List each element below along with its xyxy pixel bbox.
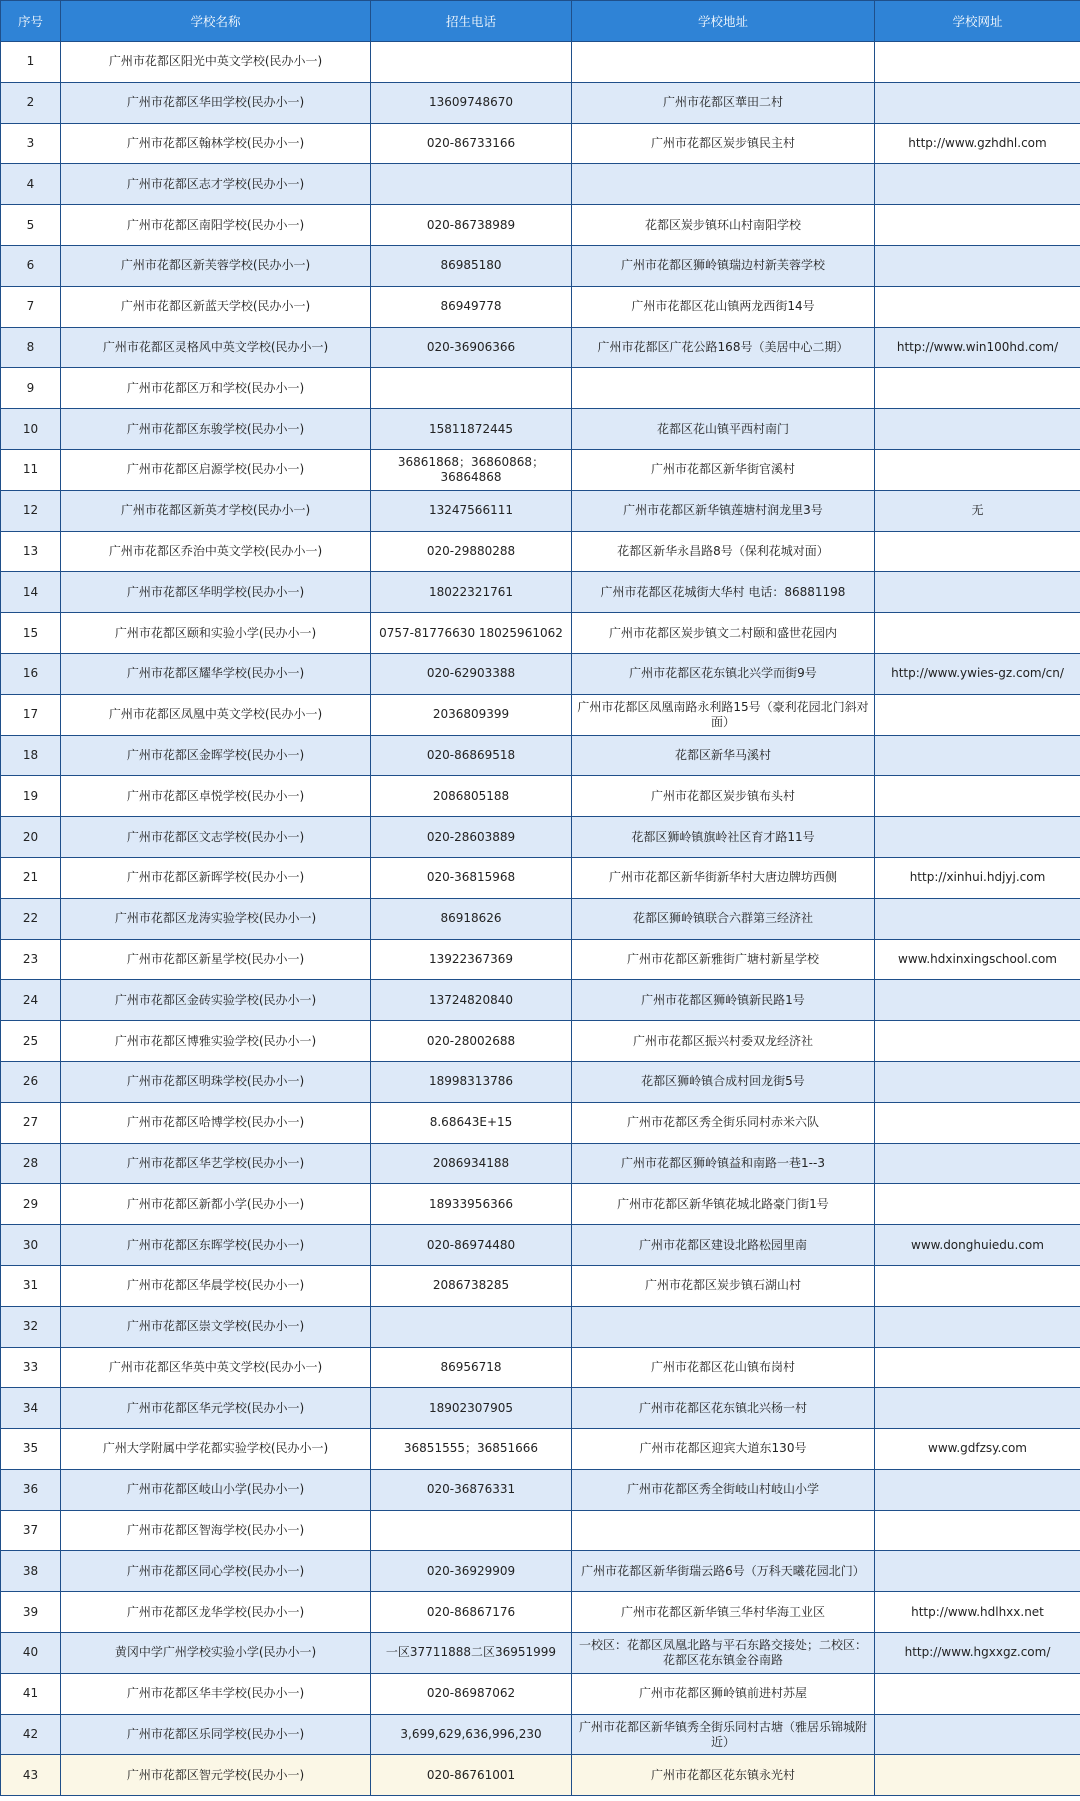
cell-index: 22 [1, 898, 61, 939]
cell-index: 43 [1, 1755, 61, 1796]
cell-website [875, 205, 1080, 246]
cell-address: 广州市花都区狮岭镇新民路1号 [572, 980, 875, 1021]
cell-address: 广州市花都区凤凰南路永利路15号（豪利花园北门斜对面） [572, 694, 875, 735]
cell-index: 28 [1, 1143, 61, 1184]
header-phone: 招生电话 [371, 1, 572, 42]
cell-index: 7 [1, 286, 61, 327]
cell-school-name: 黄冈中学广州学校实验小学(民办小一) [61, 1633, 371, 1674]
cell-address: 广州市花都区狮岭镇前进村苏屋 [572, 1673, 875, 1714]
table-row [1, 1388, 1080, 1429]
cell-address: 广州市花都区花城街大华村 电话：86881198 [572, 572, 875, 613]
cell-phone: 86956718 [371, 1347, 572, 1388]
cell-website [875, 286, 1080, 327]
cell-phone: 一区37711888二区36951999 [371, 1633, 572, 1674]
cell-index: 26 [1, 1061, 61, 1102]
cell-school-name: 广州市花都区卓悦学校(民办小一) [61, 776, 371, 817]
cell-index: 11 [1, 449, 61, 490]
cell-school-name: 广州市花都区华明学校(民办小一) [61, 572, 371, 613]
cell-school-name: 广州市花都区万和学校(民办小一) [61, 368, 371, 409]
cell-index: 2 [1, 82, 61, 123]
cell-school-name: 广州市花都区华田学校(民办小一) [61, 82, 371, 123]
cell-website: www.hdxinxingschool.com [875, 939, 1080, 980]
header-website: 学校网址 [875, 1, 1080, 42]
table-row [1, 735, 1080, 776]
cell-school-name: 广州市花都区灵格风中英文学校(民办小一) [61, 327, 371, 368]
cell-phone: 86918626 [371, 898, 572, 939]
cell-school-name: 广州市花都区新晖学校(民办小一) [61, 857, 371, 898]
cell-phone: 13724820840 [371, 980, 572, 1021]
cell-school-name: 广州市花都区翰林学校(民办小一) [61, 123, 371, 164]
cell-phone: 2086805188 [371, 776, 572, 817]
cell-phone [371, 1510, 572, 1551]
cell-address: 花都区新华永昌路8号（保利花城对面） [572, 531, 875, 572]
cell-school-name: 广州市花都区华晨学校(民办小一) [61, 1265, 371, 1306]
cell-school-name: 广州市花都区启源学校(民办小一) [61, 449, 371, 490]
cell-school-name: 广州市花都区崇文学校(民办小一) [61, 1306, 371, 1347]
cell-address: 广州市花都区秀全街乐同村赤米六队 [572, 1102, 875, 1143]
cell-website [875, 1102, 1080, 1143]
cell-index: 14 [1, 572, 61, 613]
cell-school-name: 广州市花都区同心学校(民办小一) [61, 1551, 371, 1592]
table-body [1, 42, 1080, 1796]
table-row [1, 1714, 1080, 1755]
cell-phone: 36861868；36860868；36864868 [371, 449, 572, 490]
cell-website: www.donghuiedu.com [875, 1225, 1080, 1266]
table-row [1, 368, 1080, 409]
cell-school-name: 广州市花都区智元学校(民办小一) [61, 1755, 371, 1796]
table-row [1, 939, 1080, 980]
cell-website: http://www.ywies-gz.com/cn/ [875, 653, 1080, 694]
cell-website [875, 1714, 1080, 1755]
cell-address: 广州市花都区新华街官溪村 [572, 449, 875, 490]
header-school-name: 学校名称 [61, 1, 371, 42]
table-row [1, 1633, 1080, 1674]
table-row [1, 1673, 1080, 1714]
cell-address: 广州市花都区建设北路松园里南 [572, 1225, 875, 1266]
cell-phone: 18933956366 [371, 1184, 572, 1225]
cell-address: 广州市花都区狮岭镇益和南路一巷1--3 [572, 1143, 875, 1184]
table-row [1, 1061, 1080, 1102]
cell-address: 广州市花都区炭步镇布头村 [572, 776, 875, 817]
cell-school-name: 广州市花都区岐山小学(民办小一) [61, 1469, 371, 1510]
cell-school-name: 广州市花都区耀华学校(民办小一) [61, 653, 371, 694]
cell-address: 花都区花山镇平西村南门 [572, 409, 875, 450]
table-row [1, 531, 1080, 572]
cell-index: 34 [1, 1388, 61, 1429]
cell-index: 41 [1, 1673, 61, 1714]
cell-address: 广州市花都区炭步镇民主村 [572, 123, 875, 164]
cell-school-name: 广州市花都区东骏学校(民办小一) [61, 409, 371, 450]
cell-website [875, 898, 1080, 939]
cell-phone: 8.68643E+15 [371, 1102, 572, 1143]
cell-address [572, 42, 875, 83]
cell-index: 36 [1, 1469, 61, 1510]
table-row [1, 653, 1080, 694]
cell-school-name: 广州市花都区华元学校(民办小一) [61, 1388, 371, 1429]
cell-website [875, 776, 1080, 817]
cell-website [875, 368, 1080, 409]
cell-index: 4 [1, 164, 61, 205]
cell-address: 广州市花都区新雅街广塘村新星学校 [572, 939, 875, 980]
cell-address: 广州市花都区花山镇两龙西街14号 [572, 286, 875, 327]
cell-address: 广州市花都区華田二村 [572, 82, 875, 123]
cell-address: 广州市花都区炭步镇石湖山村 [572, 1265, 875, 1306]
cell-index: 23 [1, 939, 61, 980]
cell-address: 花都区狮岭镇旗岭社区育才路11号 [572, 817, 875, 858]
header-index: 序号 [1, 1, 61, 42]
cell-index: 31 [1, 1265, 61, 1306]
cell-website [875, 572, 1080, 613]
cell-index: 17 [1, 694, 61, 735]
cell-index: 38 [1, 1551, 61, 1592]
cell-phone: 2036809399 [371, 694, 572, 735]
cell-website [875, 613, 1080, 654]
cell-index: 24 [1, 980, 61, 1021]
cell-website [875, 1510, 1080, 1551]
cell-website [875, 1306, 1080, 1347]
cell-address [572, 164, 875, 205]
cell-phone: 020-86974480 [371, 1225, 572, 1266]
cell-phone: 13922367369 [371, 939, 572, 980]
cell-index: 35 [1, 1429, 61, 1470]
cell-school-name: 广州市花都区新芙蓉学校(民办小一) [61, 245, 371, 286]
cell-school-name: 广州市花都区哈博学校(民办小一) [61, 1102, 371, 1143]
table-row [1, 245, 1080, 286]
cell-address: 广州市花都区新华镇花城北路豪门街1号 [572, 1184, 875, 1225]
cell-address: 广州市花都区花东镇北兴杨一村 [572, 1388, 875, 1429]
cell-school-name: 广州市花都区金晖学校(民办小一) [61, 735, 371, 776]
cell-school-name: 广州市花都区华艺学校(民办小一) [61, 1143, 371, 1184]
cell-phone: 020-28603889 [371, 817, 572, 858]
cell-index: 18 [1, 735, 61, 776]
cell-website [875, 1061, 1080, 1102]
table-row [1, 327, 1080, 368]
cell-website: 无 [875, 490, 1080, 531]
cell-website: http://www.win100hd.com/ [875, 327, 1080, 368]
cell-website [875, 817, 1080, 858]
table-row [1, 1225, 1080, 1266]
cell-phone: 020-86738989 [371, 205, 572, 246]
table-row [1, 898, 1080, 939]
cell-school-name: 广州市花都区龙涛实验学校(民办小一) [61, 898, 371, 939]
table-row [1, 286, 1080, 327]
table-row [1, 409, 1080, 450]
cell-phone: 86949778 [371, 286, 572, 327]
cell-phone: 0757-81776630 18025961062 [371, 613, 572, 654]
cell-phone: 020-29880288 [371, 531, 572, 572]
cell-phone: 020-28002688 [371, 1021, 572, 1062]
cell-website [875, 980, 1080, 1021]
cell-index: 30 [1, 1225, 61, 1266]
cell-school-name: 广州市花都区新英才学校(民办小一) [61, 490, 371, 531]
table-row [1, 1510, 1080, 1551]
table-row [1, 1021, 1080, 1062]
table-row [1, 205, 1080, 246]
cell-index: 25 [1, 1021, 61, 1062]
cell-phone: 15811872445 [371, 409, 572, 450]
cell-index: 15 [1, 613, 61, 654]
cell-address: 广州市花都区新华街瑞云路6号（万科天曦花园北门） [572, 1551, 875, 1592]
cell-address: 花都区炭步镇环山村南阳学校 [572, 205, 875, 246]
cell-index: 40 [1, 1633, 61, 1674]
cell-website: http://www.hgxxgz.com/ [875, 1633, 1080, 1674]
cell-address: 花都区狮岭镇合成村回龙街5号 [572, 1061, 875, 1102]
cell-phone: 020-36929909 [371, 1551, 572, 1592]
cell-website [875, 1021, 1080, 1062]
cell-index: 8 [1, 327, 61, 368]
cell-school-name: 广州市花都区南阳学校(民办小一) [61, 205, 371, 246]
table-row [1, 490, 1080, 531]
table-row [1, 123, 1080, 164]
cell-address: 广州市花都区新华镇秀全街乐同村古塘（雅居乐锦城附近） [572, 1714, 875, 1755]
cell-website: http://xinhui.hdjyj.com [875, 857, 1080, 898]
cell-address: 广州市花都区秀全街岐山村岐山小学 [572, 1469, 875, 1510]
table-row [1, 857, 1080, 898]
table-row [1, 1347, 1080, 1388]
cell-index: 37 [1, 1510, 61, 1551]
table-row [1, 694, 1080, 735]
cell-website [875, 694, 1080, 735]
cell-website [875, 245, 1080, 286]
cell-school-name: 广州市花都区乔治中英文学校(民办小一) [61, 531, 371, 572]
cell-website [875, 409, 1080, 450]
cell-phone: 020-36876331 [371, 1469, 572, 1510]
table-row [1, 1184, 1080, 1225]
cell-index: 3 [1, 123, 61, 164]
cell-website [875, 1755, 1080, 1796]
cell-phone: 020-86733166 [371, 123, 572, 164]
table-row [1, 1551, 1080, 1592]
cell-index: 5 [1, 205, 61, 246]
cell-school-name: 广州市花都区金砖实验学校(民办小一) [61, 980, 371, 1021]
cell-address: 广州市花都区花山镇布岗村 [572, 1347, 875, 1388]
cell-school-name: 广州市花都区新星学校(民办小一) [61, 939, 371, 980]
cell-school-name: 广州市花都区颐和实验小学(民办小一) [61, 613, 371, 654]
cell-phone: 2086738285 [371, 1265, 572, 1306]
cell-index: 33 [1, 1347, 61, 1388]
cell-phone: 36851555；36851666 [371, 1429, 572, 1470]
cell-phone [371, 42, 572, 83]
table-row [1, 1429, 1080, 1470]
cell-index: 16 [1, 653, 61, 694]
header-address: 学校地址 [572, 1, 875, 42]
cell-address: 广州市花都区花东镇北兴学而街9号 [572, 653, 875, 694]
table-row [1, 1592, 1080, 1633]
cell-phone [371, 1306, 572, 1347]
table-row [1, 980, 1080, 1021]
cell-website [875, 1184, 1080, 1225]
cell-website: http://www.gzhdhl.com [875, 123, 1080, 164]
table-row [1, 1306, 1080, 1347]
cell-website [875, 1388, 1080, 1429]
cell-phone: 020-86867176 [371, 1592, 572, 1633]
cell-index: 1 [1, 42, 61, 83]
cell-phone: 020-86987062 [371, 1673, 572, 1714]
cell-phone: 020-86761001 [371, 1755, 572, 1796]
table-row [1, 1265, 1080, 1306]
cell-address: 广州市花都区广花公路168号（美居中心二期） [572, 327, 875, 368]
cell-website [875, 1347, 1080, 1388]
cell-website [875, 735, 1080, 776]
cell-index: 6 [1, 245, 61, 286]
cell-phone: 13609748670 [371, 82, 572, 123]
cell-phone [371, 164, 572, 205]
cell-index: 12 [1, 490, 61, 531]
cell-school-name: 广州市花都区志才学校(民办小一) [61, 164, 371, 205]
cell-address [572, 1306, 875, 1347]
cell-phone: 13247566111 [371, 490, 572, 531]
cell-index: 9 [1, 368, 61, 409]
cell-school-name: 广州市花都区华英中英文学校(民办小一) [61, 1347, 371, 1388]
cell-index: 42 [1, 1714, 61, 1755]
table-row [1, 1469, 1080, 1510]
cell-index: 27 [1, 1102, 61, 1143]
cell-school-name: 广州市花都区凤凰中英文学校(民办小一) [61, 694, 371, 735]
cell-website [875, 531, 1080, 572]
cell-address: 广州市花都区迎宾大道东130号 [572, 1429, 875, 1470]
cell-index: 21 [1, 857, 61, 898]
cell-phone: 86985180 [371, 245, 572, 286]
cell-phone: 18902307905 [371, 1388, 572, 1429]
cell-index: 19 [1, 776, 61, 817]
cell-address: 花都区新华马溪村 [572, 735, 875, 776]
cell-website [875, 1551, 1080, 1592]
table-row [1, 1143, 1080, 1184]
cell-address: 一校区：花都区凤凰北路与平石东路交接处；二校区：花都区花东镇金谷南路 [572, 1633, 875, 1674]
cell-index: 10 [1, 409, 61, 450]
cell-address: 广州市花都区狮岭镇瑞边村新芙蓉学校 [572, 245, 875, 286]
cell-address: 广州市花都区炭步镇文二村颐和盛世花园内 [572, 613, 875, 654]
cell-school-name: 广州市花都区龙华学校(民办小一) [61, 1592, 371, 1633]
cell-website [875, 1265, 1080, 1306]
cell-phone: 18022321761 [371, 572, 572, 613]
cell-phone [371, 368, 572, 409]
cell-phone: 2086934188 [371, 1143, 572, 1184]
cell-school-name: 广州市花都区博雅实验学校(民办小一) [61, 1021, 371, 1062]
cell-index: 29 [1, 1184, 61, 1225]
cell-school-name: 广州市花都区文志学校(民办小一) [61, 817, 371, 858]
cell-school-name: 广州市花都区阳光中英文学校(民办小一) [61, 42, 371, 83]
cell-school-name: 广州市花都区乐同学校(民办小一) [61, 1714, 371, 1755]
table-row [1, 572, 1080, 613]
table-row [1, 42, 1080, 83]
cell-school-name: 广州市花都区华丰学校(民办小一) [61, 1673, 371, 1714]
cell-address [572, 368, 875, 409]
table-row [1, 164, 1080, 205]
cell-website [875, 42, 1080, 83]
cell-index: 13 [1, 531, 61, 572]
cell-phone: 3,699,629,636,996,230 [371, 1714, 572, 1755]
table-row [1, 1755, 1080, 1796]
cell-address: 广州市花都区新华街新华村大唐边牌坊西侧 [572, 857, 875, 898]
cell-website [875, 1673, 1080, 1714]
cell-website [875, 1143, 1080, 1184]
cell-website: www.gdfzsy.com [875, 1429, 1080, 1470]
table-row [1, 1102, 1080, 1143]
cell-school-name: 广州市花都区智海学校(民办小一) [61, 1510, 371, 1551]
table-header [1, 1, 1080, 42]
cell-school-name: 广州市花都区新都小学(民办小一) [61, 1184, 371, 1225]
cell-address: 广州市花都区新华镇莲塘村润龙里3号 [572, 490, 875, 531]
cell-school-name: 广州大学附属中学花都实验学校(民办小一) [61, 1429, 371, 1470]
cell-address: 广州市花都区振兴村委双龙经济社 [572, 1021, 875, 1062]
cell-website [875, 164, 1080, 205]
table-row [1, 776, 1080, 817]
cell-index: 39 [1, 1592, 61, 1633]
cell-address: 广州市花都区花东镇永光村 [572, 1755, 875, 1796]
cell-phone: 020-86869518 [371, 735, 572, 776]
cell-address: 花都区狮岭镇联合六群第三经济社 [572, 898, 875, 939]
cell-website [875, 1469, 1080, 1510]
table-row [1, 613, 1080, 654]
cell-address: 广州市花都区新华镇三华村华海工业区 [572, 1592, 875, 1633]
table-row [1, 817, 1080, 858]
cell-website [875, 82, 1080, 123]
cell-phone: 020-36815968 [371, 857, 572, 898]
cell-address [572, 1510, 875, 1551]
cell-school-name: 广州市花都区新蓝天学校(民办小一) [61, 286, 371, 327]
table-row [1, 82, 1080, 123]
cell-school-name: 广州市花都区明珠学校(民办小一) [61, 1061, 371, 1102]
cell-phone: 020-62903388 [371, 653, 572, 694]
cell-phone: 18998313786 [371, 1061, 572, 1102]
cell-index: 32 [1, 1306, 61, 1347]
cell-website: http://www.hdlhxx.net [875, 1592, 1080, 1633]
cell-school-name: 广州市花都区东晖学校(民办小一) [61, 1225, 371, 1266]
cell-website [875, 449, 1080, 490]
table-row [1, 449, 1080, 490]
cell-phone: 020-36906366 [371, 327, 572, 368]
cell-index: 20 [1, 817, 61, 858]
